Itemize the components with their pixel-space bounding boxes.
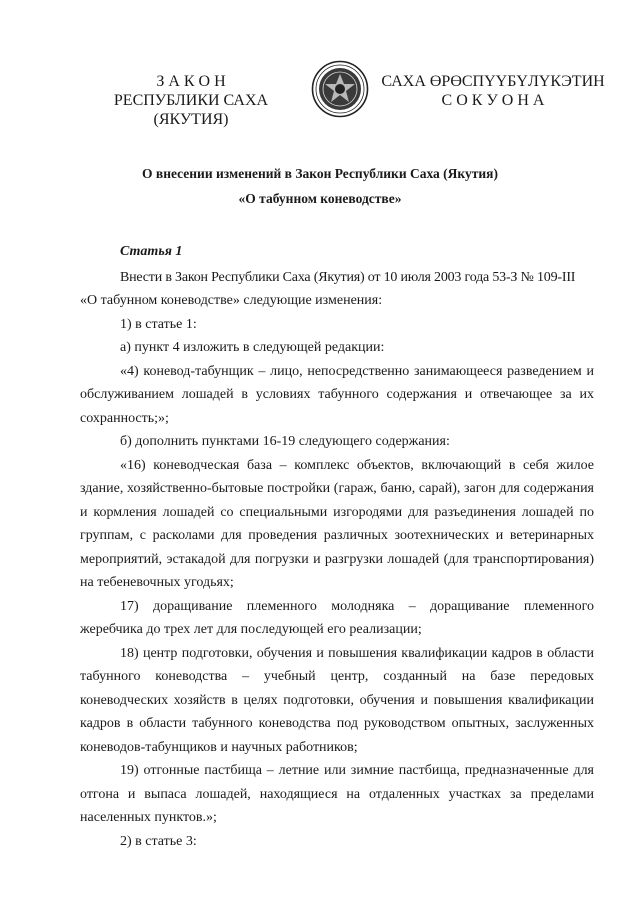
paragraph-1a: Внести в Закон Республики Саха (Якутия) от 10 июля 2003 года 53-З № 109-III [120, 269, 576, 285]
paragraph-9: 19) отгонные пастбища – летние или зимние пастбища, предназначенные для отгона и выпаса лошадей, находящиеся на отдаленных участках за пределами населенных пунктов.»; [80, 763, 594, 825]
header-right-line1: САХА ӨРӨСПҮҮБҮЛҮКЭТИН [381, 73, 605, 90]
paragraph-5: б) дополнить пунктами 16-19 следующего содержания: [120, 434, 450, 449]
paragraph-3: а) пункт 4 изложить в следующей редакции: [120, 340, 385, 355]
title-line2: «О табунном коневодстве» [238, 191, 402, 206]
paragraph-6: «16) коневодческая база – комплекс объектов, включающий в себя жилое здание, хозяйственно-бытовые постройки (гараж, баню, сарай), загон для содержания и кормления лошадей со специальными изгородями для разъединения лошадей по группам, с расколами для проведения различных зоотехнических и ветеринарных мероприятий, эстакадой для погрузки и разгрузки лошадей (для транспортирования) на тебеневочных угодьях; [80, 457, 594, 590]
coat-of-arms-emblem-icon [311, 60, 369, 118]
header-left-line1: З А К О Н [156, 73, 226, 90]
header-left-block [78, 72, 304, 129]
paragraph-10: 2) в статье 3: [120, 833, 197, 849]
header-right-block [378, 72, 608, 110]
title-line1: О внесении изменений в Закон Республики Саха (Якутия) [142, 166, 498, 181]
document-body [80, 240, 594, 853]
paragraph-7: 17) доращивание племенного молодняка – доращивание племенного жеребчика до трех лет для последующей его реализации; [80, 598, 594, 637]
paragraph-4: «4) коневод-табунщик – лицо, непосредственно занимающееся разведением и обслуживанием лошадей в условиях табунного содержания и отвечающее за их сохранность;»; [80, 363, 594, 426]
header-left-line2: РЕСПУБЛИКИ САХА (ЯКУТИЯ) [113, 92, 269, 128]
paragraph-8: 18) центр подготовки, обучения и повышения квалификации кадров в области табунного коневодства – учебный центр, созданный на базе передовых коневодческих хозяйств в целях подготовки, обучения и повышения квалификации кадров в области табунного коневодства под руководством опытных, заслуженных коневодов-табунщиков и научных работников; [80, 645, 594, 755]
article-heading: Статья 1 [120, 244, 183, 259]
document-header [0, 60, 640, 140]
paragraph-1b: «О табунном коневодстве» следующие изменения: [80, 293, 383, 308]
header-right-line2: С О К У О Н А [441, 92, 545, 109]
document-title [0, 161, 640, 211]
paragraph-2: 1) в статье 1: [120, 316, 197, 332]
